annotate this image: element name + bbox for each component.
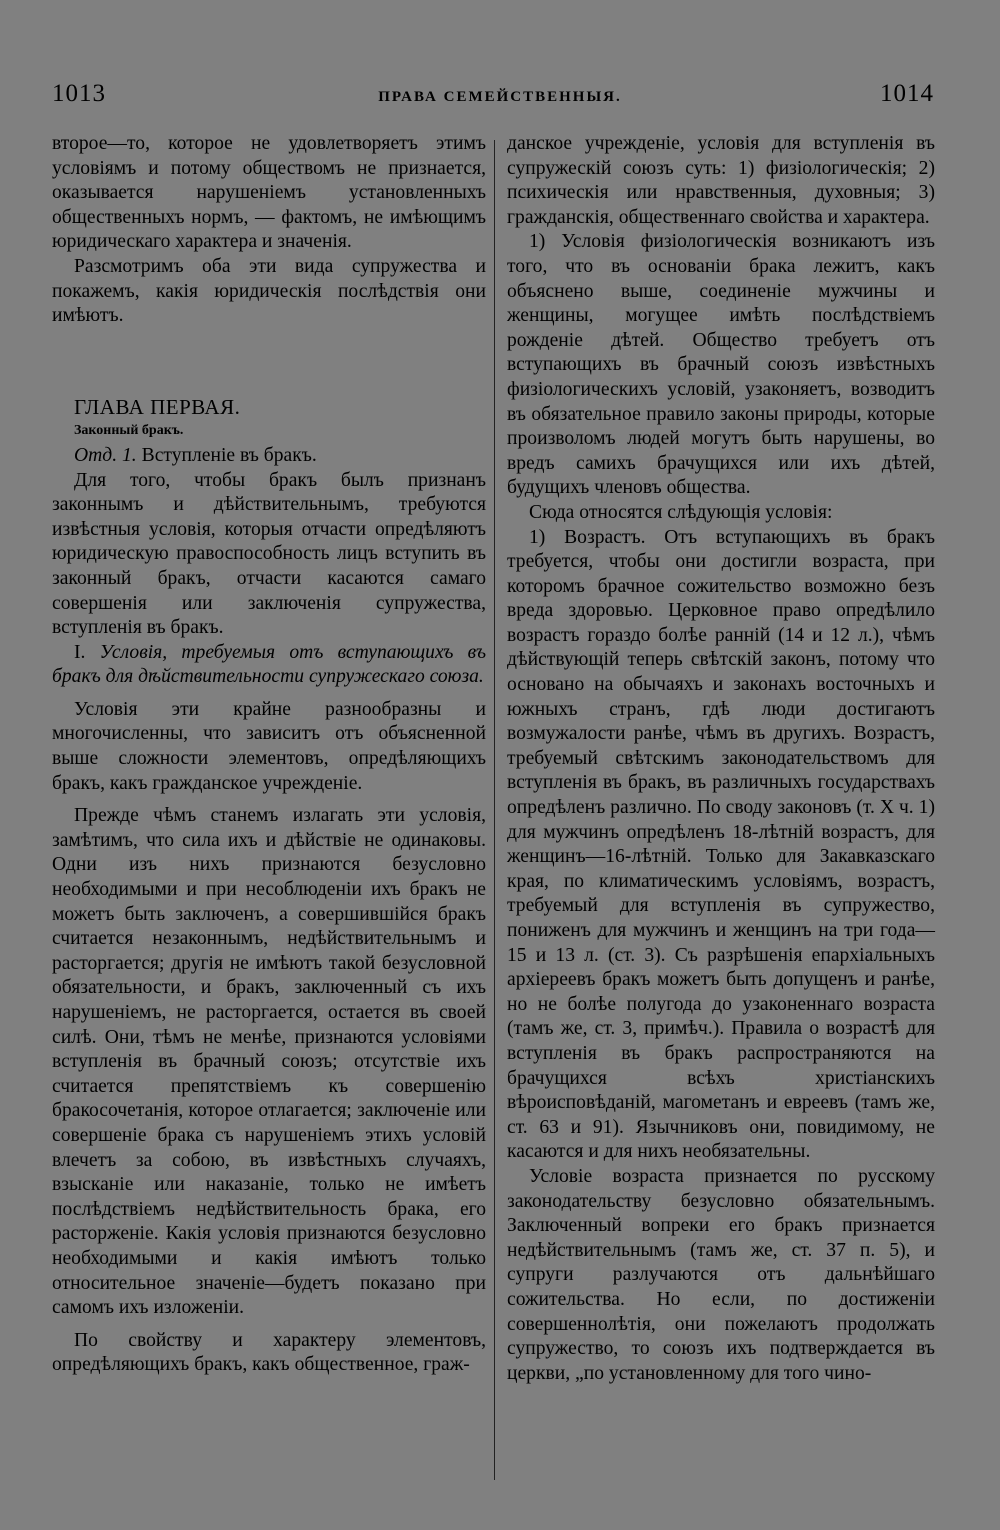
- right-column: [507, 132, 935, 1386]
- section-number: Отд. 1.: [74, 444, 137, 466]
- paragraph: Прежде чѣмъ станемъ излагать эти условія, замѣтимъ, что сила ихъ и дѣйствіе не одинаковы. Одни изъ нихъ признаются безусловно необходимыми и при несоблюденіи ихъ бракъ не можетъ быть заключенъ, а совершившійся бракъ считается незаконнымъ, недѣйствительнымъ и расторгается; другія не имѣютъ такой безусловной обязательности, и бракъ, заключенный съ ихъ нарушеніемъ, не расторгается, остается въ своей силѣ. Они, тѣмъ не менѣе, признаются условіями вступленія въ брачный союзъ; отсутствіе ихъ считается препятствіемъ къ совершенію бракосочетанія, которое отлагается; заключеніе или совершеніе брака съ нарушеніемъ этихъ условій влечетъ за собою, въ извѣстныхъ случаяхъ, взысканіе или наказаніе, только не имѣетъ послѣдствіемъ недѣйствительность брака, его расторженіе. Какія условія признаются безусловно необходимыми и какія имѣютъ только относительное значеніе—будетъ показано при самомъ ихъ изложеніи.: [52, 805, 486, 1319]
- paragraph: второе—то, которое не удовлетворяетъ этимъ условіямъ и потому обществомъ не признается, оказывается нарушеніемъ установленныхъ общественныхъ нормъ, — фактомъ, не имѣющимъ юридическаго характера и значенія.: [52, 133, 486, 253]
- paragraph: Условіе возраста признается по русскому законодательству безусловно обязательнымъ. Заключенный вопреки его бракъ признается недѣйствительнымъ (тамъ же, ст. 37 п. 5), и супруги разлучаются отъ дальнѣйшаго сожительства. Но если, по достиженіи совершеннолѣтія, они пожелаютъ продолжать супружество, то союзъ ихъ подтверждается въ церкви, „по установленному для того чино-: [507, 1165, 935, 1384]
- page-number-right: 1014: [880, 80, 934, 107]
- page-header: [0, 80, 1000, 120]
- paragraph: данское учрежденіе, условія для вступленія въ супружескій союзъ суть: 1) физіологическія; 2) психическія или нравственныя, духовныя; 3) гражданскія, общественнаго свойства и характера.: [507, 133, 935, 228]
- paragraph: Сюда относятся слѣдующія условія:: [529, 501, 833, 523]
- chapter-title: ГЛАВА ПЕРВАЯ.: [74, 394, 241, 419]
- paragraph: 1) Возрастъ. Отъ вступающихъ въ бракъ требуется, чтобы они достигли возраста, при которомъ брачное сожительство возможно безъ вреда здоровью. Церковное право опредѣлило возрастъ гораздо болѣе ранній (14 и 12 л.), чѣмъ дѣйствующій теперь свѣтскій законъ, потому что основано на обычаяхъ и законахъ восточныхъ и южныхъ странъ, гдѣ люди достигаютъ возмужалости ранѣе, чѣмъ въ другихъ. Возрастъ, требуемый свѣтскимъ законодательствомъ для вступленія въ бракъ, въ различныхъ государствахъ опредѣленъ различно. По своду законовъ (т. X ч. 1) для мужчинъ опредѣленъ 18-лѣтній возрастъ, для женщинъ—16-лѣтній. Только для Закавказскаго края, по климатическимъ условіямъ, возрастъ, требуемый для вступленія въ супружество, пониженъ для мужчинъ и женщинъ на три года—15 и 13 л. (ст. 3). Съ разрѣшенія епархіальныхъ архіереевъ бракъ можетъ быть допущенъ и ранѣе, но не болѣе полугода до узаконеннаго возраста (тамъ же, ст. 3, примѣч.). Правила о возрастѣ для вступленія въ бракъ распространяются на брачущихся всѣхъ христіанскихъ вѣроисповѣданій, магометанъ и евреевъ (тамъ же, ст. 63 и 91). Язычниковъ они, повидимому, не касаются и для нихъ необязательны.: [507, 526, 935, 1163]
- column-divider: [494, 140, 495, 1480]
- paragraph: Разсмотримъ оба эти вида супружества и покажемъ, какія юридическія послѣдствія они имѣютъ.: [52, 255, 486, 327]
- subsection-heading: [52, 641, 486, 690]
- paragraph: Условія эти крайне разнообразны и многочисленны, что зависитъ отъ объясненной выше сложности элементовъ, опредѣляющихъ бракъ, какъ гражданское учрежденіе.: [52, 698, 486, 794]
- page-number-left: 1013: [52, 80, 106, 107]
- paragraph: Для того, чтобы бракъ былъ признанъ законнымъ и дѣйствительнымъ, требуются извѣстныя условія, которыя отчасти опредѣляютъ юридическую правоспособность лицъ вступить въ законный бракъ, отчасти касаются самаго совершенія или заключенія супружества, вступленія въ бракъ.: [52, 469, 486, 639]
- chapter-subtitle: Законный бракъ.: [74, 423, 184, 439]
- section-heading: [52, 444, 486, 469]
- paragraph: По свойству и характеру элементовъ, опредѣляющихъ бракъ, какъ общественное, граж-: [52, 1329, 486, 1376]
- paragraph: 1) Условія физіологическія возникаютъ изъ того, что въ основаніи брака лежитъ, какъ объяснено выше, соединеніе мужчины и женщины, могущее имѣть послѣдствіемъ рожденіе дѣтей. Общество требуетъ отъ вступающихъ въ брачный союзъ извѣстныхъ физіологическихъ условій, узаконяетъ, возводитъ въ обязательное правило законы природы, которые произволомъ людей могутъ быть нарушены, во вредъ самихъ брачущихся или ихъ дѣтей, будущихъ членовъ общества.: [507, 231, 935, 499]
- left-column: [52, 132, 486, 1378]
- subsection-number: I.: [74, 641, 86, 663]
- subsection-title: Условія, требуемыя отъ вступающихъ въ бракъ для дѣйствительности супружескаго союза.: [52, 641, 486, 688]
- section-title: Вступленіе въ бракъ.: [141, 444, 317, 466]
- running-title: ПРАВА СЕМЕЙСТВЕННЫЯ.: [378, 89, 622, 105]
